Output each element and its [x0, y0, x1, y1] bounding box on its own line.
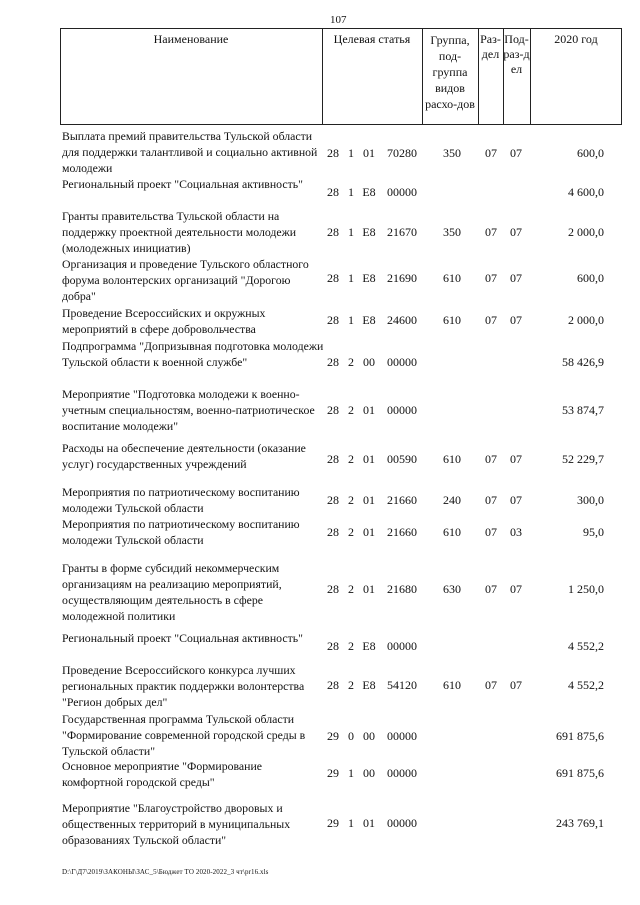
- row-name: Гранты правительства Тульской области на поддержку проектной деятельности молодежи (молодежных инициатив): [62, 209, 297, 255]
- row-name: Основное мероприятие "Формирование комфортной городской среды": [62, 759, 263, 789]
- row-c3: 01: [363, 816, 375, 830]
- row-section: 07: [485, 225, 497, 239]
- row-c3: 01: [363, 525, 375, 539]
- row-subsection: 03: [510, 525, 522, 539]
- row-amount: 4 552,2: [568, 678, 604, 692]
- row-c3: E8: [362, 271, 376, 285]
- row-subsection: 07: [510, 678, 522, 692]
- row-c1: 28: [327, 639, 339, 653]
- row-subsection: 07: [510, 271, 522, 285]
- row-c2: 1: [348, 185, 354, 199]
- row-c4: 21660: [387, 493, 417, 507]
- row-c4: 00000: [387, 403, 417, 417]
- row-amount: 53 874,7: [562, 403, 604, 417]
- row-amount: 52 229,7: [562, 452, 604, 466]
- row-c3: E8: [362, 313, 376, 327]
- row-c4: 54120: [387, 678, 417, 692]
- row-name: Государственная программа Тульской области "Формирование современной городской среды в Тульской области": [62, 712, 306, 758]
- row-c1: 28: [327, 313, 339, 327]
- row-name: Расходы на обеспечение деятельности (оказание услуг) государственных учреждений: [62, 441, 306, 471]
- row-c2: 2: [348, 678, 354, 692]
- row-c2: 1: [348, 271, 354, 285]
- row-section: 07: [485, 678, 497, 692]
- row-name: Мероприятие "Благоустройство дворовых и общественных территорий в муниципальных образованиях Тульской области": [62, 801, 291, 847]
- row-c2: 1: [348, 313, 354, 327]
- row-c2: 2: [348, 355, 354, 369]
- row-c1: 28: [327, 678, 339, 692]
- row-c3: E8: [362, 678, 376, 692]
- row-name: Организация и проведение Тульского областного форума волонтерских организаций "Дорогою добра": [62, 257, 309, 303]
- row-c4: 70280: [387, 146, 417, 160]
- row-c1: 28: [327, 493, 339, 507]
- row-amount: 243 769,1: [556, 816, 604, 830]
- row-c4: 00000: [387, 816, 417, 830]
- row-c1: 29: [327, 816, 339, 830]
- row-c3: 01: [363, 146, 375, 160]
- header-target: Целевая статья: [333, 32, 411, 46]
- row-name: Мероприятия по патриотическому воспитанию молодежи Тульской области: [62, 517, 300, 547]
- row-c1: 28: [327, 185, 339, 199]
- row-c4: 21670: [387, 225, 417, 239]
- row-c2: 2: [348, 525, 354, 539]
- row-c3: 01: [363, 403, 375, 417]
- row-amount: 1 250,0: [568, 582, 604, 596]
- row-name: Гранты в форме субсидий некоммерческим организациям на реализацию мероприятий, осуществляющим деятельность в сфере молодежной политики: [62, 561, 282, 623]
- row-name: Проведение Всероссийских и окружных мероприятий в сфере добровольчества: [62, 306, 266, 336]
- row-name: Региональный проект "Социальная активность": [62, 177, 303, 191]
- row-c4: 21690: [387, 271, 417, 285]
- row-name: Проведение Всероссийского конкурса лучших региональных практик поддержки волонтерства "Регион добрых дел": [62, 663, 305, 709]
- row-group: 610: [443, 452, 461, 466]
- row-c4: 21660: [387, 525, 417, 539]
- row-c2: 0: [348, 729, 354, 743]
- row-c3: 01: [363, 582, 375, 596]
- header-name: Наименование: [153, 32, 229, 46]
- row-c4: 00590: [387, 452, 417, 466]
- row-c3: E8: [362, 639, 376, 653]
- row-name: Подпрограмма "Допризывная подготовка молодежи Тульской области к военной службе": [62, 339, 324, 369]
- row-section: 07: [485, 582, 497, 596]
- row-c2: 2: [348, 639, 354, 653]
- row-subsection: 07: [510, 313, 522, 327]
- file-path-footer: D:\Г\Д7\2019\ЗАКОНЫ\ЗАС_5\Бюджет ТО 2020-2022_3 чт\pr16.xls: [62, 868, 269, 876]
- row-subsection: 07: [510, 582, 522, 596]
- row-group: 630: [443, 582, 461, 596]
- header-subsection: Под-раз-дел: [503, 32, 530, 76]
- row-name: Мероприятия по патриотическому воспитанию молодежи Тульской области: [62, 485, 300, 515]
- header-group: Группа, под-группа видов расхо-дов: [425, 33, 475, 111]
- row-amount: 2 000,0: [568, 313, 604, 327]
- row-subsection: 07: [510, 225, 522, 239]
- column-divider: [422, 28, 423, 125]
- row-c2: 1: [348, 816, 354, 830]
- row-c4: 21680: [387, 582, 417, 596]
- row-subsection: 07: [510, 493, 522, 507]
- row-c2: 2: [348, 452, 354, 466]
- row-c3: 00: [363, 729, 375, 743]
- row-c3: 01: [363, 493, 375, 507]
- row-amount: 600,0: [577, 271, 604, 285]
- row-amount: 4 552,2: [568, 639, 604, 653]
- row-amount: 691 875,6: [556, 766, 604, 780]
- row-c1: 28: [327, 452, 339, 466]
- row-group: 350: [443, 146, 461, 160]
- header-section: Раз-дел: [480, 32, 501, 61]
- row-amount: 2 000,0: [568, 225, 604, 239]
- row-amount: 4 600,0: [568, 185, 604, 199]
- row-c4: 00000: [387, 355, 417, 369]
- row-c4: 24600: [387, 313, 417, 327]
- row-group: 610: [443, 678, 461, 692]
- row-section: 07: [485, 525, 497, 539]
- row-section: 07: [485, 271, 497, 285]
- row-c4: 00000: [387, 639, 417, 653]
- row-amount: 95,0: [583, 525, 604, 539]
- row-c1: 28: [327, 355, 339, 369]
- row-c3: E8: [362, 225, 376, 239]
- row-section: 07: [485, 493, 497, 507]
- row-name: Региональный проект "Социальная активность": [62, 631, 303, 645]
- row-section: 07: [485, 146, 497, 160]
- row-amount: 300,0: [577, 493, 604, 507]
- row-c4: 00000: [387, 766, 417, 780]
- row-c1: 29: [327, 766, 339, 780]
- page-number: 107: [330, 14, 347, 26]
- row-c2: 1: [348, 225, 354, 239]
- row-group: 610: [443, 271, 461, 285]
- row-name: Мероприятие "Подготовка молодежи к военно-учетным специальностям, военно-патриотическое воспитание молодежи": [62, 387, 315, 433]
- header-year: 2020 год: [554, 32, 598, 46]
- row-group: 350: [443, 225, 461, 239]
- row-c1: 28: [327, 582, 339, 596]
- row-c1: 28: [327, 146, 339, 160]
- row-c1: 28: [327, 271, 339, 285]
- row-c2: 2: [348, 493, 354, 507]
- row-c1: 28: [327, 225, 339, 239]
- row-c2: 2: [348, 403, 354, 417]
- row-group: 240: [443, 493, 461, 507]
- row-section: 07: [485, 452, 497, 466]
- row-c2: 1: [348, 146, 354, 160]
- row-amount: 691 875,6: [556, 729, 604, 743]
- row-amount: 600,0: [577, 146, 604, 160]
- row-section: 07: [485, 313, 497, 327]
- row-c1: 28: [327, 525, 339, 539]
- row-subsection: 07: [510, 452, 522, 466]
- row-amount: 58 426,9: [562, 355, 604, 369]
- row-c2: 2: [348, 582, 354, 596]
- row-c4: 00000: [387, 729, 417, 743]
- row-c2: 1: [348, 766, 354, 780]
- row-name: Выплата премий правительства Тульской области для поддержки талантливой и социально активной молодежи: [62, 129, 318, 175]
- row-c3: E8: [362, 185, 376, 199]
- row-group: 610: [443, 525, 461, 539]
- row-group: 610: [443, 313, 461, 327]
- row-c1: 28: [327, 403, 339, 417]
- row-subsection: 07: [510, 146, 522, 160]
- row-c1: 29: [327, 729, 339, 743]
- row-c3: 01: [363, 452, 375, 466]
- row-c3: 00: [363, 766, 375, 780]
- row-c3: 00: [363, 355, 375, 369]
- row-c4: 00000: [387, 185, 417, 199]
